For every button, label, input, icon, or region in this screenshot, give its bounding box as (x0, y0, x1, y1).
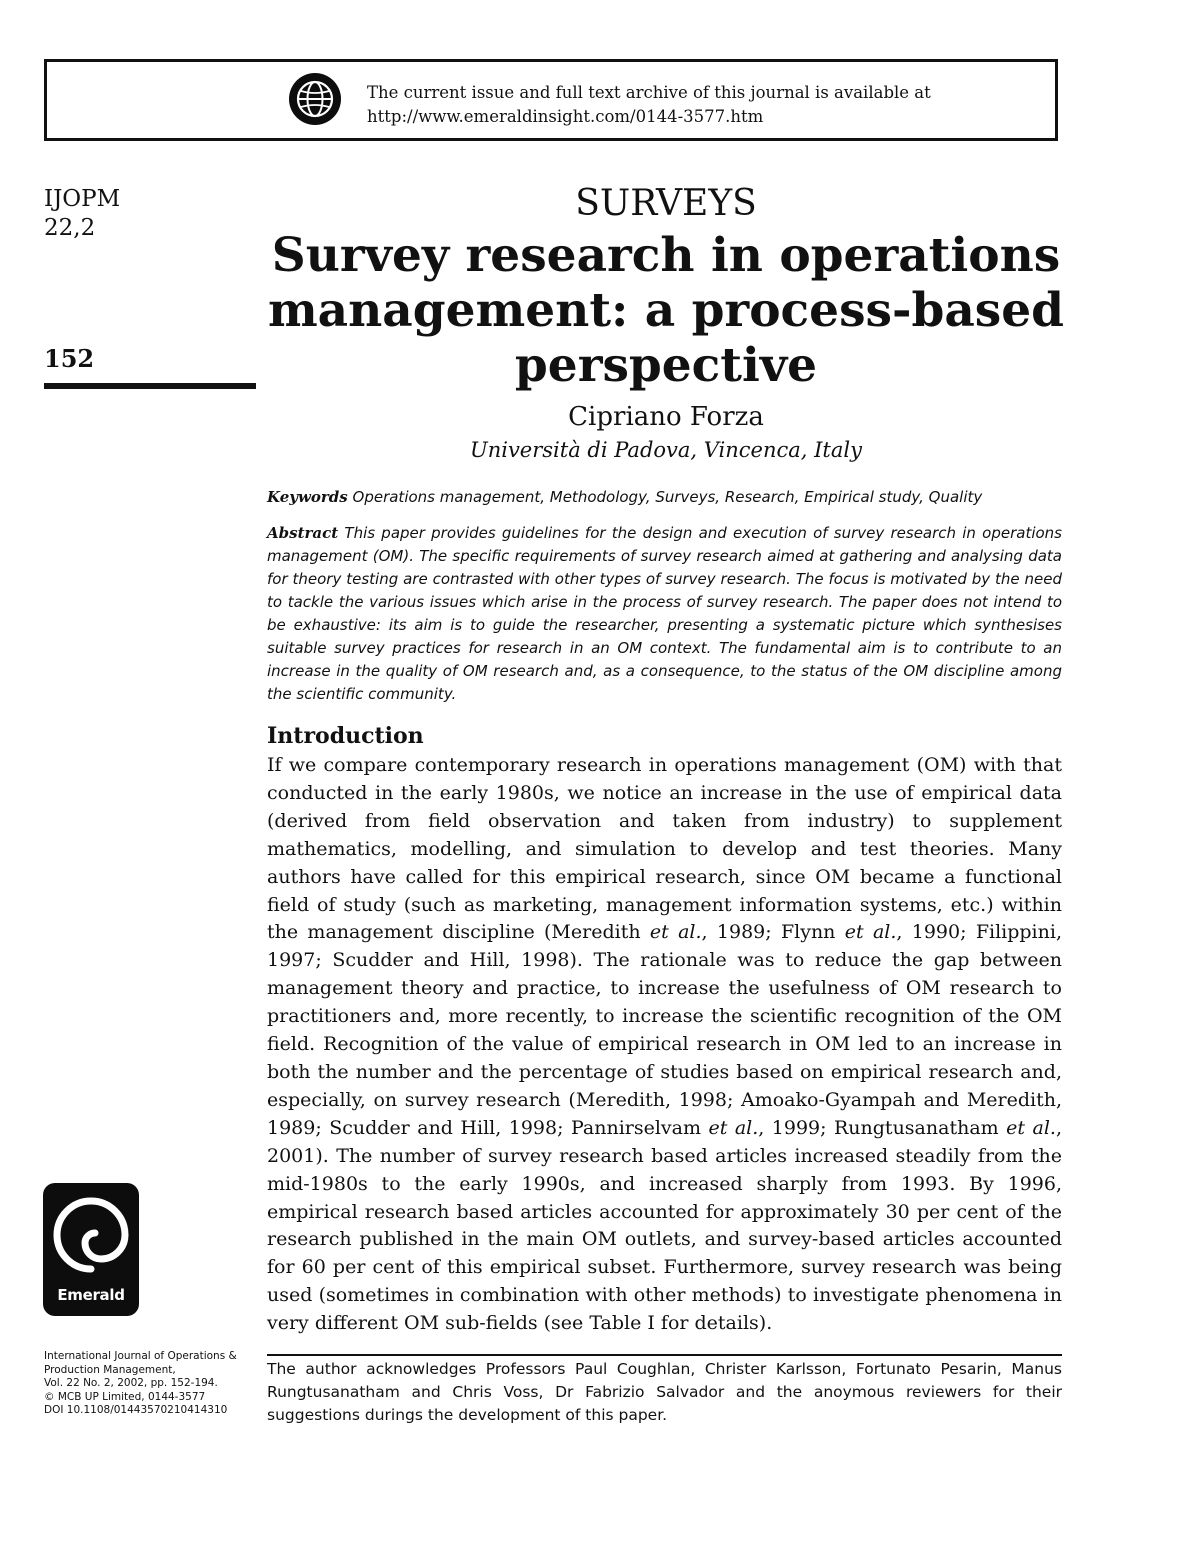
abstract-label: Abstract (267, 524, 339, 542)
keywords-text: Operations management, Methodology, Surveys, Research, Empirical study, Quality (352, 488, 983, 506)
globe-icon (288, 72, 342, 126)
citation-line: © MCB UP Limited, 0144-3577 (44, 1390, 206, 1403)
banner-url[interactable]: http://www.emeraldinsight.com/0144-3577.htm (367, 107, 764, 126)
intro-text-run: , 1989; Flynn (701, 921, 845, 944)
abstract (267, 522, 1062, 706)
author-name: Cipriano Forza (568, 402, 764, 432)
article-title: Survey research in operations management: a process-based perspective (267, 228, 1065, 393)
emerald-wordmark: Emerald (57, 1286, 125, 1304)
intro-text-run: , 2001). The number of survey research based articles increased steadily from the mid-1980s to the early 1990s, and increased sharply from 1993. By 1996, empirical research based articles accounted for approximately 30 per cent of the research published in the main OM outlets, and survey-based articles accounted for 60 per cent of this empirical subset. Furthermore, survey research was being used (sometimes in combination with other methods) to investigate phenomena in very different OM sub-fields (see Table I for details). (267, 1116, 1062, 1335)
introduction-heading: Introduction (267, 723, 424, 749)
banner-text (367, 81, 931, 129)
page-number-rule (44, 383, 256, 389)
journal-volume: 22,2 (44, 215, 96, 241)
section-label: SURVEYS (575, 183, 757, 224)
citation-et-al: et al. (708, 1116, 759, 1139)
citation-line: International Journal of Operations & (44, 1350, 237, 1362)
journal-availability-banner (44, 59, 1058, 141)
footnote-rule (267, 1354, 1062, 1356)
citation-line: Production Management, (44, 1363, 176, 1376)
intro-text-run: If we compare contemporary research in operations management (OM) with that conducted in the early 1980s, we notice an increase in the use of empirical data (derived from field observation and taken from industry) to supplement mathematics, modelling, and simulation to develop and test theories. Many authors have called for this empirical research, since OM became a functional field of study (such as marketing, management information systems, etc.) within the management discipline (Meredith (267, 754, 1062, 944)
intro-text-run: , 1999; Rungtusanatham (758, 1116, 1007, 1139)
keywords-label: Keywords (267, 488, 348, 506)
introduction-body (267, 752, 1062, 1338)
journal-code: IJOPM (44, 186, 121, 212)
intro-text-run: , 1990; Filippini, 1997; Scudder and Hill, 1998). The rationale was to reduce the gap between management theory and practice, to increase the usefulness of OM research to practitioners and, more recently, to increase the scientific recognition of the OM field. Recognition of the value of empirical research in OM led to an increase in both the number and the percentage of studies based on empirical research and, especially, on survey research (Meredith, 1998; Amoako-Gyampah and Meredith, 1989; Scudder and Hill, 1998; Pannirselvam (267, 921, 1062, 1139)
author-affiliation: Università di Padova, Vincenca, Italy (470, 438, 862, 462)
citation-et-al: et al. (649, 921, 702, 944)
page-number: 152 (44, 344, 95, 373)
emerald-logo (43, 1183, 139, 1316)
keywords (267, 486, 1062, 508)
citation-line: DOI 10.1108/01443570210414310 (44, 1404, 228, 1416)
journal-citation (44, 1350, 259, 1418)
journal-reference (44, 185, 120, 243)
acknowledgement-footnote: The author acknowledges Professors Paul Coughlan, Christer Karlsson, Fortunato Pesarin, Manus Rungtusanatham and Chris Voss, Dr Fabrizio Salvador and the anoymous reviewers for their suggestions durings the development of this paper. (267, 1360, 1062, 1424)
abstract-text: This paper provides guidelines for the design and execution of survey research in operations management (OM). The specific requirements of survey research aimed at gathering and analysing data for theory testing are contrasted with other types of survey research. The focus is motivated by the need to tackle the various issues which arise in the process of survey research. The paper does not intend to be exhaustive: its aim is to guide the researcher, presenting a systematic picture which synthesises suitable survey practices for research in an OM context. The fundamental aim is to contribute to an increase in the quality of OM research and, as a consequence, to the status of the OM discipline among the scientific community. (267, 524, 1062, 703)
citation-et-al: et al. (844, 921, 897, 944)
citation-line: Vol. 22 No. 2, 2002, pp. 152-194. (44, 1377, 218, 1389)
banner-line-1: The current issue and full text archive of this journal is available at (367, 83, 931, 102)
citation-et-al: et al. (1006, 1116, 1056, 1139)
